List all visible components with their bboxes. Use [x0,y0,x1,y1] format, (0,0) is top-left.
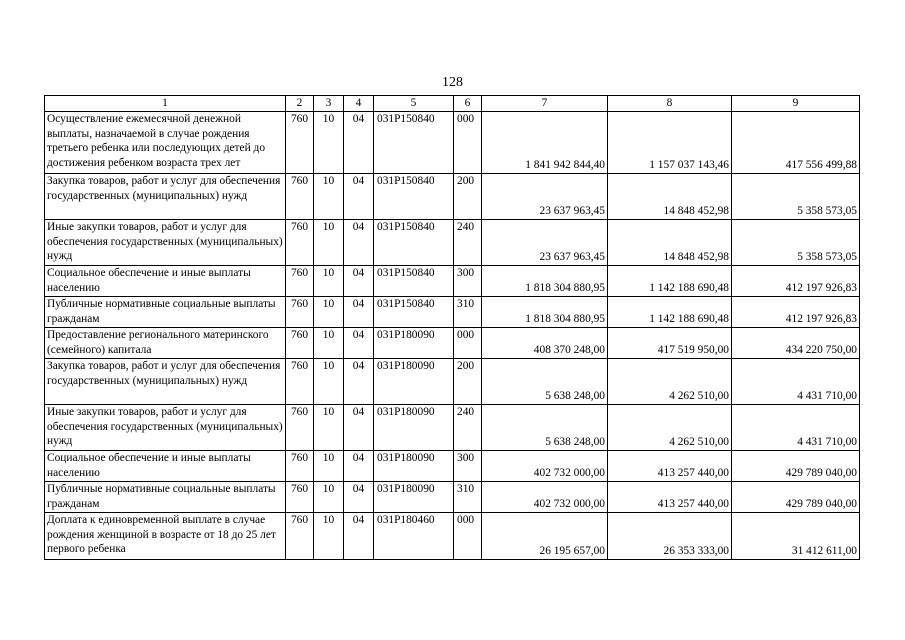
expense-type-cell: 240 [454,405,482,451]
amount-col8-cell: 14 848 452,98 [608,174,732,220]
ministry-code-cell: 760 [286,451,314,482]
expense-type-cell: 300 [454,266,482,297]
amount-col9-cell: 417 556 499,88 [732,112,860,174]
target-article-cell: 031P180090 [374,328,454,359]
amount-col8-cell: 413 257 440,00 [608,482,732,513]
expense-type-cell: 200 [454,359,482,405]
row-name-cell: Доплата к единовременной выплате в случае рождения женщиной в возрасте от 18 до 25 лет первого ребенка [45,513,286,560]
section-code-cell: 10 [314,405,344,451]
subsection-code-cell: 04 [344,266,374,297]
expense-type-cell: 310 [454,482,482,513]
budget-table [44,95,860,560]
amount-col9-cell: 4 431 710,00 [732,405,860,451]
ministry-code-cell: 760 [286,328,314,359]
table-row [45,482,860,513]
amount-col9-cell: 31 412 611,00 [732,513,860,560]
amount-col8-cell: 413 257 440,00 [608,451,732,482]
target-article-cell: 031P150840 [374,174,454,220]
amount-col8-cell: 26 353 333,00 [608,513,732,560]
section-code-cell: 10 [314,482,344,513]
table-row [45,513,860,560]
subsection-code-cell: 04 [344,451,374,482]
target-article-cell: 031P150840 [374,220,454,266]
section-code-cell: 10 [314,266,344,297]
table-row [45,451,860,482]
column-header: 5 [374,96,454,112]
amount-col9-cell: 429 789 040,00 [732,482,860,513]
target-article-cell: 031P150840 [374,266,454,297]
section-code-cell: 10 [314,328,344,359]
table-row [45,112,860,174]
ministry-code-cell: 760 [286,220,314,266]
expense-type-cell: 310 [454,297,482,328]
section-code-cell: 10 [314,297,344,328]
amount-col7-cell: 5 638 248,00 [482,359,608,405]
subsection-code-cell: 04 [344,174,374,220]
column-header: 6 [454,96,482,112]
row-name-cell: Публичные нормативные социальные выплаты гражданам [45,297,286,328]
column-header: 7 [482,96,608,112]
row-name-cell: Иные закупки товаров, работ и услуг для обеспечения государственных (муниципальных) нужд [45,405,286,451]
row-name-cell: Закупка товаров, работ и услуг для обеспечения государственных (муниципальных) нужд [45,174,286,220]
expense-type-cell: 200 [454,174,482,220]
table-row [45,174,860,220]
table-row [45,359,860,405]
column-header: 4 [344,96,374,112]
amount-col8-cell: 1 142 188 690,48 [608,266,732,297]
expense-type-cell: 000 [454,328,482,359]
section-code-cell: 10 [314,174,344,220]
amount-col9-cell: 434 220 750,00 [732,328,860,359]
row-name-cell: Социальное обеспечение и иные выплаты населению [45,266,286,297]
section-code-cell: 10 [314,451,344,482]
target-article-cell: 031P180090 [374,359,454,405]
amount-col9-cell: 5 358 573,05 [732,220,860,266]
section-code-cell: 10 [314,112,344,174]
column-header: 3 [314,96,344,112]
amount-col7-cell: 26 195 657,00 [482,513,608,560]
target-article-cell: 031P150840 [374,112,454,174]
expense-type-cell: 000 [454,112,482,174]
amount-col9-cell: 429 789 040,00 [732,451,860,482]
amount-col8-cell: 4 262 510,00 [608,405,732,451]
amount-col7-cell: 402 732 000,00 [482,482,608,513]
row-name-cell: Социальное обеспечение и иные выплаты населению [45,451,286,482]
amount-col9-cell: 412 197 926,83 [732,297,860,328]
subsection-code-cell: 04 [344,513,374,560]
subsection-code-cell: 04 [344,220,374,266]
ministry-code-cell: 760 [286,359,314,405]
subsection-code-cell: 04 [344,328,374,359]
amount-col8-cell: 1 157 037 143,46 [608,112,732,174]
target-article-cell: 031P180090 [374,482,454,513]
amount-col9-cell: 5 358 573,05 [732,174,860,220]
target-article-cell: 031P180460 [374,513,454,560]
column-header: 1 [45,96,286,112]
section-code-cell: 10 [314,513,344,560]
row-name-cell: Иные закупки товаров, работ и услуг для обеспечения государственных (муниципальных) нужд [45,220,286,266]
table-row [45,405,860,451]
page-number: 128 [442,75,463,90]
expense-type-cell: 240 [454,220,482,266]
section-code-cell: 10 [314,220,344,266]
ministry-code-cell: 760 [286,405,314,451]
table-row [45,297,860,328]
table-row [45,328,860,359]
ministry-code-cell: 760 [286,174,314,220]
table-body [45,96,860,560]
amount-col8-cell: 4 262 510,00 [608,359,732,405]
amount-col7-cell: 23 637 963,45 [482,220,608,266]
amount-col7-cell: 402 732 000,00 [482,451,608,482]
expense-type-cell: 300 [454,451,482,482]
amount-col8-cell: 417 519 950,00 [608,328,732,359]
amount-col7-cell: 1 818 304 880,95 [482,266,608,297]
amount-col8-cell: 14 848 452,98 [608,220,732,266]
ministry-code-cell: 760 [286,513,314,560]
subsection-code-cell: 04 [344,482,374,513]
subsection-code-cell: 04 [344,405,374,451]
column-header: 8 [608,96,732,112]
expense-type-cell: 000 [454,513,482,560]
subsection-code-cell: 04 [344,112,374,174]
subsection-code-cell: 04 [344,297,374,328]
table-row [45,220,860,266]
amount-col8-cell: 1 142 188 690,48 [608,297,732,328]
target-article-cell: 031P180090 [374,451,454,482]
amount-col7-cell: 1 841 942 844,40 [482,112,608,174]
column-header: 2 [286,96,314,112]
subsection-code-cell: 04 [344,359,374,405]
table-row [45,266,860,297]
ministry-code-cell: 760 [286,266,314,297]
ministry-code-cell: 760 [286,112,314,174]
row-name-cell: Публичные нормативные социальные выплаты гражданам [45,482,286,513]
amount-col9-cell: 412 197 926,83 [732,266,860,297]
row-name-cell: Закупка товаров, работ и услуг для обеспечения государственных (муниципальных) нужд [45,359,286,405]
ministry-code-cell: 760 [286,297,314,328]
row-name-cell: Осуществление ежемесячной денежной выплаты, назначаемой в случае рождения третьего ребенка или последующих детей до достижения ребенком возраста трех лет [45,112,286,174]
target-article-cell: 031P180090 [374,405,454,451]
target-article-cell: 031P150840 [374,297,454,328]
amount-col7-cell: 1 818 304 880,95 [482,297,608,328]
amount-col9-cell: 4 431 710,00 [732,359,860,405]
ministry-code-cell: 760 [286,482,314,513]
section-code-cell: 10 [314,359,344,405]
row-name-cell: Предоставление регионального материнского (семейного) капитала [45,328,286,359]
column-number-header-row [45,96,860,112]
amount-col7-cell: 408 370 248,00 [482,328,608,359]
amount-col7-cell: 23 637 963,45 [482,174,608,220]
column-header: 9 [732,96,860,112]
amount-col7-cell: 5 638 248,00 [482,405,608,451]
